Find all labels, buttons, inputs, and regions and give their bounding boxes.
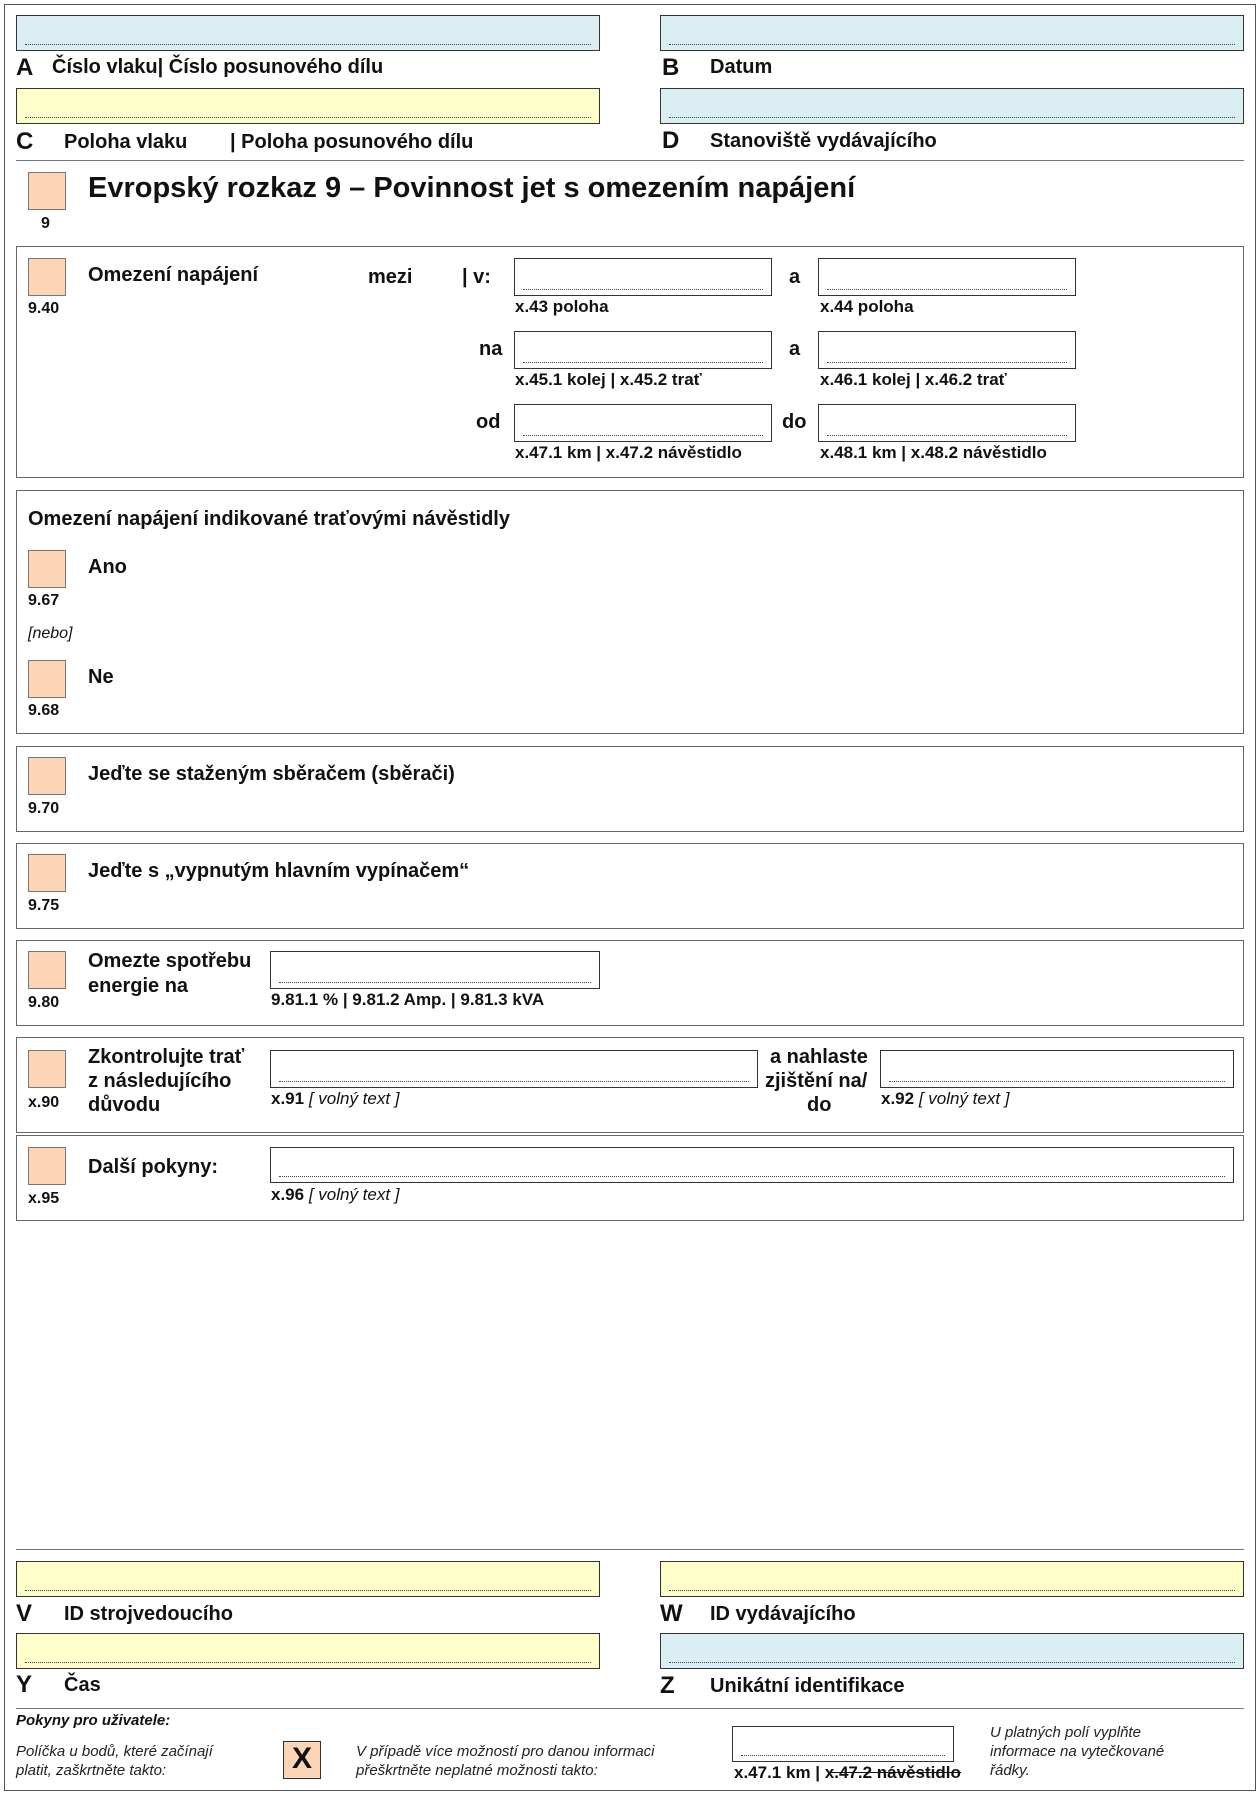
instructions-tick-line1: Políčka u bodů, které začínají (16, 1743, 213, 1760)
label-report-line2: zjištění na/ (765, 1070, 868, 1092)
hint-x92: [ volný text ] (918, 1089, 1010, 1108)
letter-b: B (662, 54, 680, 81)
field-issuer-station[interactable] (660, 88, 1244, 124)
order-title: Evropský rozkaz 9 – Povinnost jet s omezením napájení (88, 172, 856, 204)
field-x92[interactable] (880, 1050, 1234, 1088)
divider-bottom (16, 1549, 1244, 1550)
letter-a: A (16, 54, 34, 81)
sub-x46: x.46.1 kolej | x.46.2 trať (820, 370, 1007, 389)
sub-x43: x.43 poloha (515, 297, 609, 316)
label-ne: Ne (88, 666, 114, 688)
instructions-strike-line1: V případě více možností pro danou informaci (356, 1743, 655, 1760)
example-strike-line (828, 1772, 961, 1773)
label-report-line1: a nahlaste (770, 1046, 868, 1068)
field-time[interactable] (16, 1633, 600, 1669)
label-na: na (479, 338, 503, 360)
label-do: do (782, 411, 807, 433)
label-issuer-station: Stanoviště vydávajícího (710, 130, 937, 152)
label-report-line3: do (807, 1094, 832, 1116)
checkbox-9-70[interactable] (28, 757, 66, 795)
label-a-2: a (789, 338, 801, 360)
label-nebo: [nebo] (28, 625, 73, 642)
label-date: Datum (710, 56, 773, 78)
label-x-90-line1: Zkontrolujte trať (88, 1046, 245, 1068)
field-train-number[interactable] (16, 15, 600, 51)
field-x96[interactable] (270, 1147, 1234, 1183)
label-train-number: Číslo vlaku| Číslo posunového dílu (52, 56, 384, 78)
num-x-90: x.90 (28, 1094, 60, 1111)
label-a-1: a (789, 266, 801, 288)
num-9-80: 9.80 (28, 994, 60, 1011)
field-x43[interactable] (514, 258, 772, 296)
num-9-70: 9.70 (28, 800, 60, 817)
field-train-location[interactable] (16, 88, 600, 124)
sub-x91: x.91 [ volný text ] (271, 1089, 400, 1108)
label-unique-id: Unikátní identifikace (710, 1675, 905, 1697)
letter-v: V (16, 1600, 33, 1627)
field-unique-id[interactable] (660, 1633, 1244, 1669)
label-driver-id: ID strojvedoucího (64, 1603, 233, 1625)
letter-w: W (660, 1600, 683, 1627)
field-x48[interactable] (818, 404, 1076, 442)
example-field (732, 1726, 954, 1762)
field-issuer-id[interactable] (660, 1561, 1244, 1597)
label-issuer-id: ID vydávajícího (710, 1603, 856, 1625)
num-x-95: x.95 (28, 1190, 60, 1207)
label-x-90-line2: z následujícího (88, 1070, 232, 1092)
letter-c: C (16, 128, 34, 155)
field-x47[interactable] (514, 404, 772, 442)
field-date[interactable] (660, 15, 1244, 51)
instructions-tick-line2: platit, zaškrtněte takto: (16, 1762, 167, 1779)
instructions-strike-line2: přeškrtněte neplatné možnosti takto: (356, 1762, 598, 1779)
divider-top (16, 160, 1244, 161)
field-9-81[interactable] (270, 951, 600, 989)
label-9-75: Jeďte s „vypnutým hlavním vypínačem“ (88, 860, 470, 882)
label-time: Čas (64, 1674, 101, 1696)
sub-x96: x.96 [ volný text ] (271, 1185, 400, 1204)
label-v: | v: (462, 266, 491, 288)
hint-x91: [ volný text ] (308, 1089, 400, 1108)
order-9-checkbox[interactable] (28, 172, 66, 210)
sub-x48: x.48.1 km | x.48.2 návěstidlo (820, 443, 1047, 462)
label-mezi: mezi (368, 266, 413, 288)
label-9-70: Jeďte se staženým sběračem (sběrači) (88, 763, 455, 785)
hint-x96: [ volný text ] (308, 1185, 400, 1204)
label-train-location: Poloha vlaku (64, 131, 188, 153)
sub-x44: x.44 poloha (820, 297, 914, 316)
instructions-fill-line2: informace na vytečkované (990, 1743, 1165, 1760)
checkbox-x-90[interactable] (28, 1050, 66, 1088)
letter-z: Z (660, 1672, 675, 1699)
label-9-80-line2: energie na (88, 975, 189, 997)
checkbox-9-68[interactable] (28, 660, 66, 698)
label-od: od (476, 411, 501, 433)
checkbox-9-80[interactable] (28, 951, 66, 989)
tick-example-box: X (283, 1741, 321, 1779)
field-x91[interactable] (270, 1050, 758, 1088)
label-x-95: Další pokyny: (88, 1156, 219, 1178)
field-driver-id[interactable] (16, 1561, 600, 1597)
num-9-68: 9.68 (28, 702, 60, 719)
section-9-75 (16, 843, 1244, 929)
order-number: 9 (41, 215, 50, 232)
sub-9-81: 9.81.1 % | 9.81.2 Amp. | 9.81.3 kVA (271, 990, 545, 1009)
checkbox-9-40[interactable] (28, 258, 66, 296)
num-9-40: 9.40 (28, 300, 60, 317)
signals-heading: Omezení napájení indikované traťovými návěstidly (28, 508, 510, 530)
section-9-70 (16, 746, 1244, 832)
label-ano: Ano (88, 556, 127, 578)
instructions-fill-line1: U platných polí vyplňte (990, 1724, 1141, 1741)
label-9-80-line1: Omezte spotřebu (88, 950, 252, 972)
checkbox-9-67[interactable] (28, 550, 66, 588)
instructions-title: Pokyny pro uživatele: (16, 1712, 171, 1729)
sub-x47: x.47.1 km | x.47.2 návěstidlo (515, 443, 742, 462)
divider-instructions (16, 1708, 1244, 1709)
sub-x92: x.92 [ volný text ] (881, 1089, 1010, 1108)
letter-d: D (662, 127, 680, 154)
example-strikethrough-label: x.47.1 km | x.47.2 návěstidlo (734, 1763, 961, 1782)
checkbox-x-95[interactable] (28, 1147, 66, 1185)
sub-x45: x.45.1 kolej | x.45.2 trať (515, 370, 702, 389)
label-shunting-location: | Poloha posunového dílu (230, 131, 474, 153)
instructions-fill-line3: řádky. (990, 1762, 1030, 1779)
field-x46[interactable] (818, 331, 1076, 369)
field-x45[interactable] (514, 331, 772, 369)
label-power-restriction: Omezení napájení (88, 264, 259, 286)
num-9-75: 9.75 (28, 897, 60, 914)
num-9-67: 9.67 (28, 592, 60, 609)
label-x-90-line3: důvodu (88, 1094, 161, 1116)
checkbox-9-75[interactable] (28, 854, 66, 892)
letter-y: Y (16, 1671, 33, 1698)
field-x44[interactable] (818, 258, 1076, 296)
